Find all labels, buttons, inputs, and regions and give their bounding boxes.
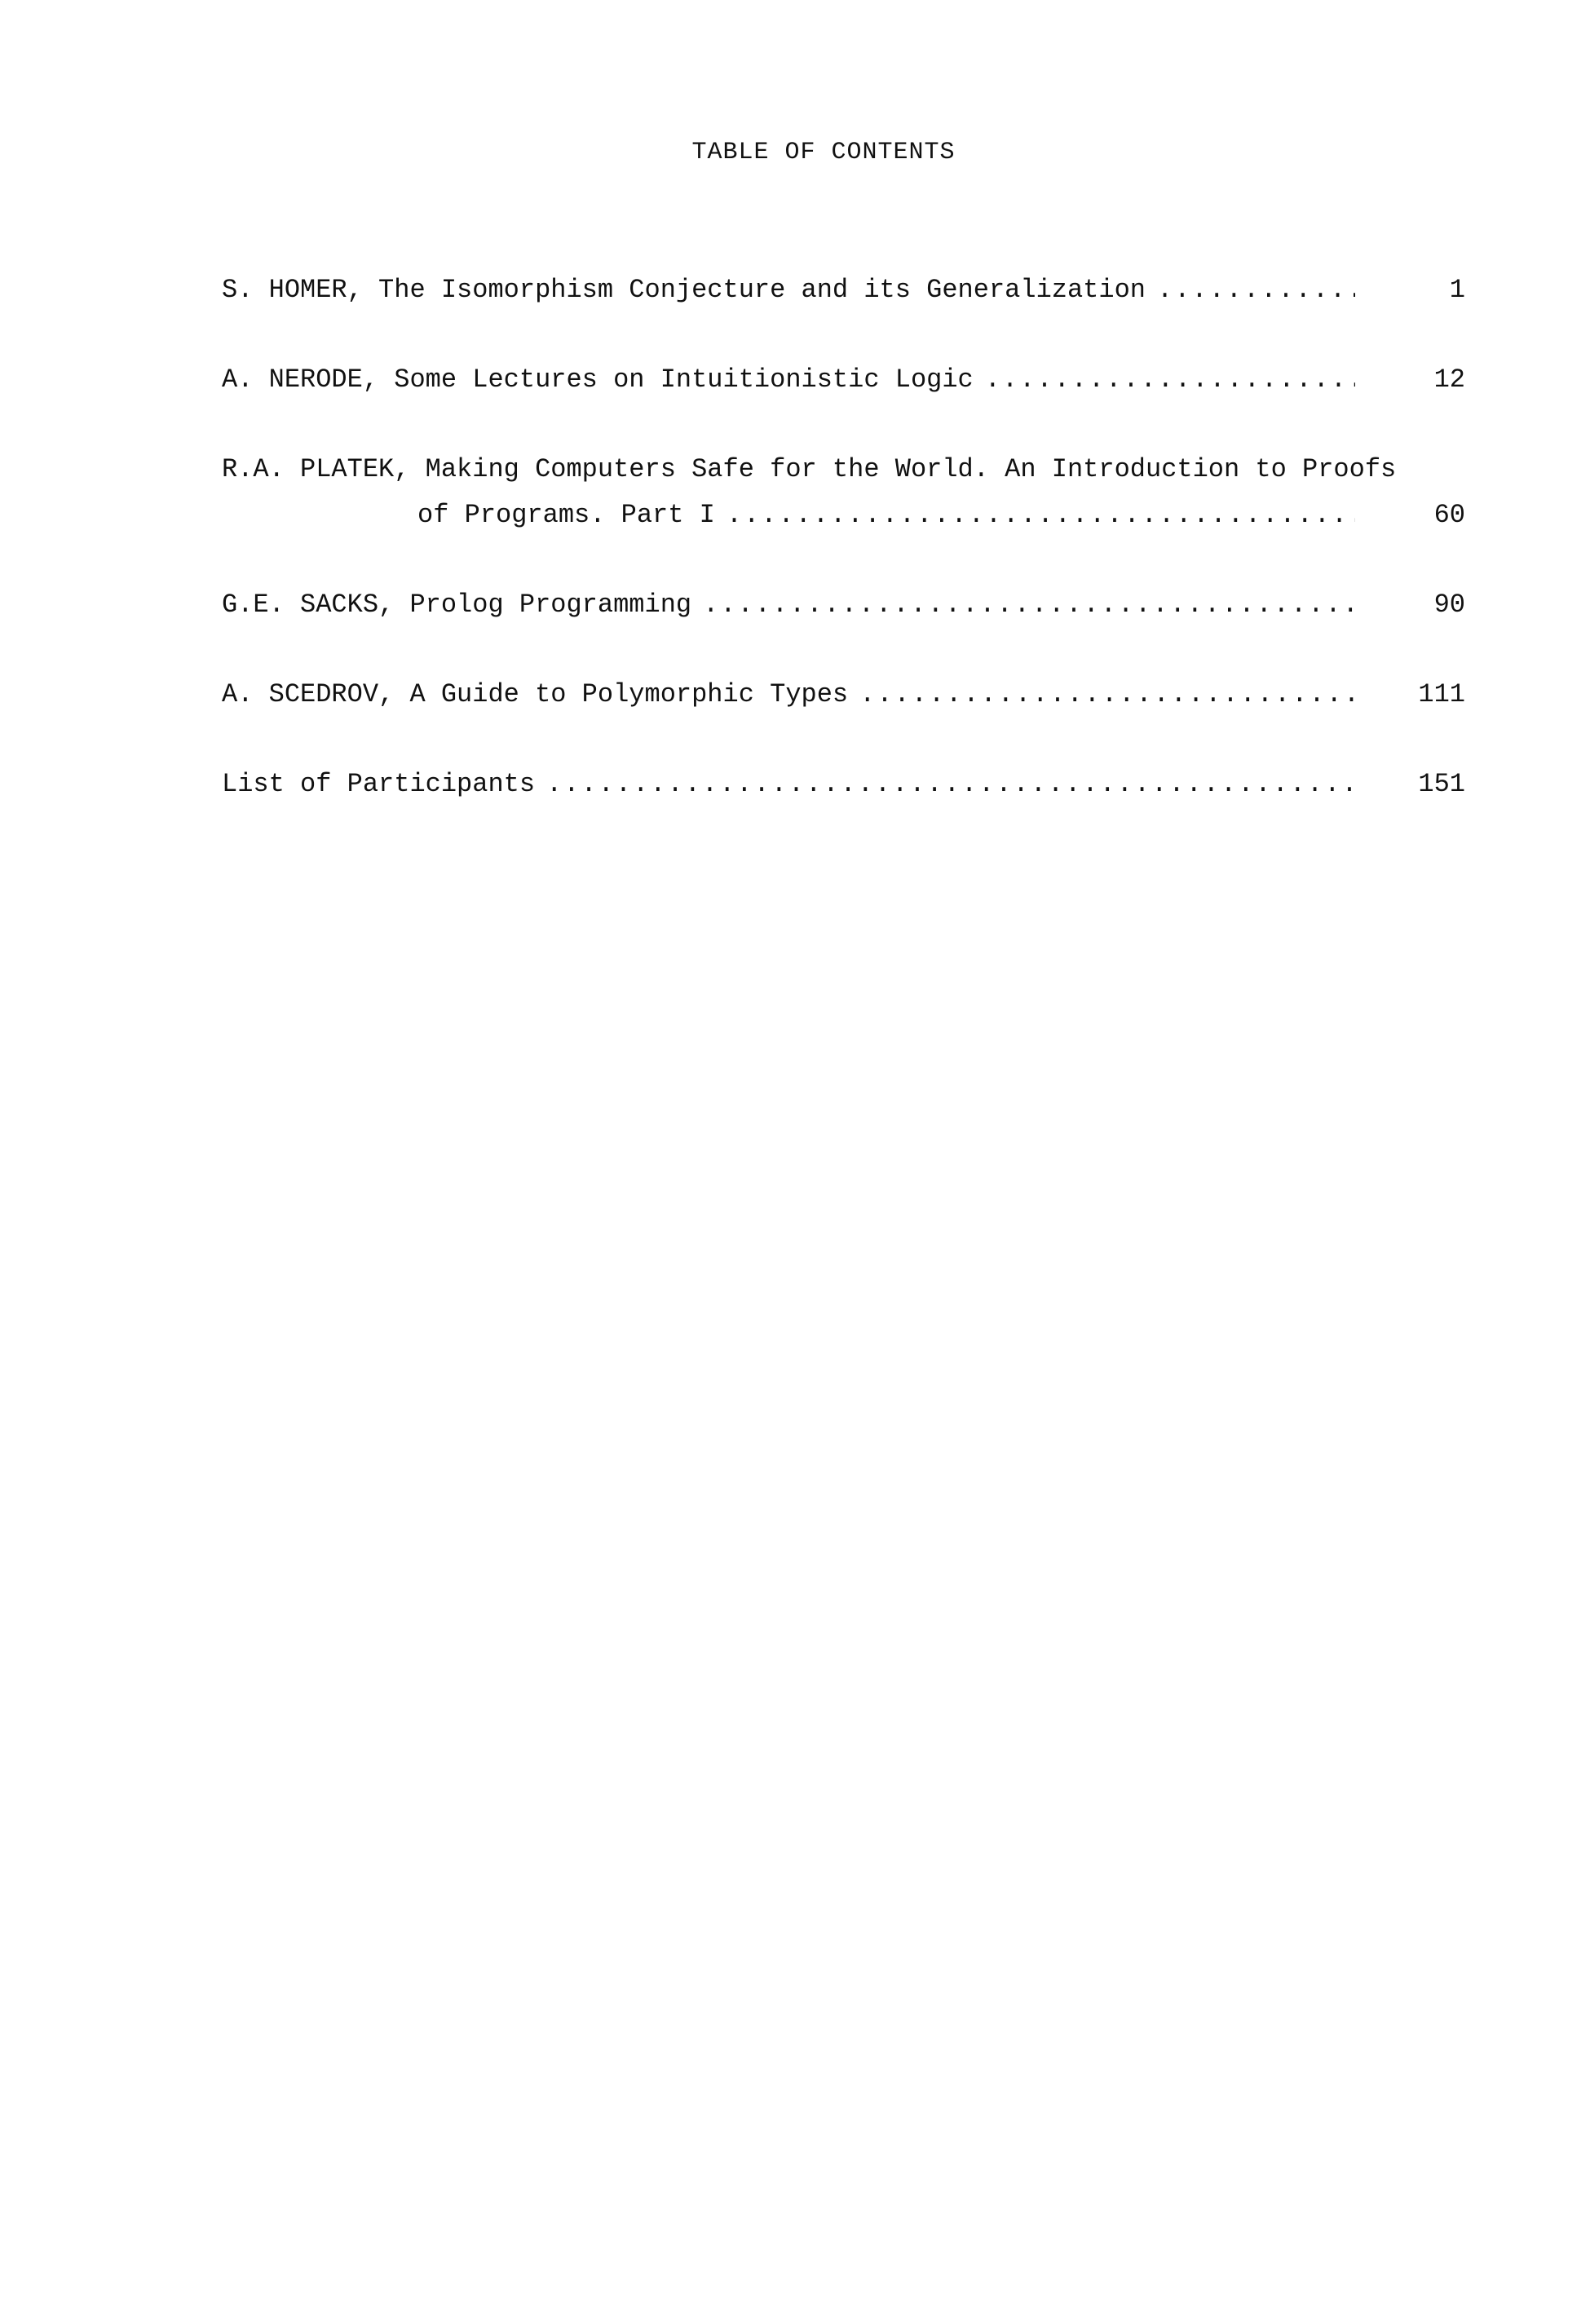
- toc-entry-sacks: [222, 582, 1465, 628]
- toc-page-number: 60: [1433, 500, 1465, 530]
- toc-entry-title-line1: R.A. PLATEK, Making Computers Safe for the World. An Introduction to Proofs: [222, 454, 1397, 484]
- toc-page-number: 12: [1433, 365, 1465, 395]
- toc-entry-homer: [222, 267, 1465, 313]
- toc-heading: TABLE OF CONTENTS: [691, 139, 956, 166]
- toc-entry-title: S. HOMER, The Isomorphism Conjecture and its Generalization: [222, 275, 1146, 305]
- toc-entry-scedrov: [222, 672, 1465, 718]
- toc-page-number: 90: [1433, 590, 1465, 620]
- toc-entry-title-line2: of Programs. Part I: [417, 500, 715, 530]
- dot-leader: [727, 493, 1355, 538]
- toc-list: [222, 267, 1465, 851]
- toc-entry-title: List of Participants: [222, 769, 536, 799]
- dot-leader: [1157, 267, 1355, 313]
- toc-entry-participants: [222, 762, 1465, 807]
- toc-page-number: 151: [1418, 769, 1465, 799]
- toc-entry-platek: [222, 447, 1465, 538]
- dot-leader: [985, 357, 1355, 403]
- toc-page-number: 1: [1449, 275, 1465, 305]
- toc-entry-nerode: [222, 357, 1465, 403]
- toc-entry-title: G.E. SACKS, Prolog Programming: [222, 590, 692, 620]
- toc-page-number: 111: [1418, 679, 1465, 709]
- dot-leader: [703, 582, 1355, 628]
- toc-entry-title: A. SCEDROV, A Guide to Polymorphic Types: [222, 679, 849, 709]
- dot-leader: [859, 672, 1355, 718]
- toc-entry-title: A. NERODE, Some Lectures on Intuitionistic Logic: [222, 365, 974, 395]
- dot-leader: [546, 762, 1355, 807]
